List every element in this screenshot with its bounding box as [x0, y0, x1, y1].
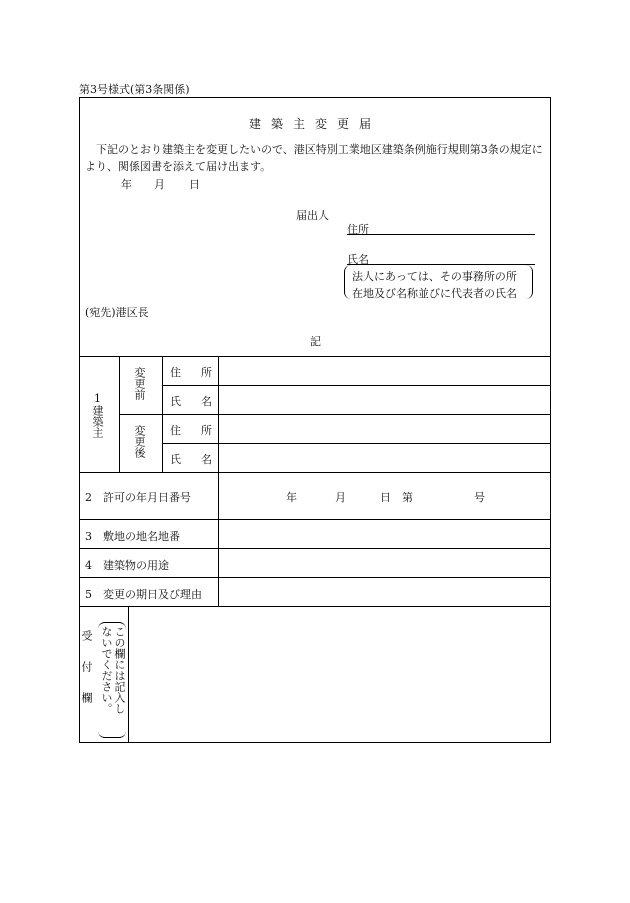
after-label: 変更後	[133, 425, 146, 458]
corporate-note-line-1: 法人にあっては、その事務所の所	[352, 270, 517, 283]
date-month-label: 月	[154, 178, 165, 191]
line-row2-bottom	[79, 519, 551, 520]
line-before-mid	[162, 385, 551, 386]
applicant-address-line[interactable]	[347, 234, 535, 235]
vline-reception	[128, 606, 129, 743]
ki-label: 記	[310, 335, 321, 348]
row2-month: 月	[335, 491, 346, 504]
row3-label: 3 敷地の地名地番	[85, 530, 180, 543]
line-row3-bottom	[79, 548, 551, 549]
table-top-line	[79, 356, 551, 357]
applicant-label: 届出人	[296, 209, 329, 222]
section1-label: 1建築主	[91, 392, 104, 438]
before-name-label: 氏名	[170, 395, 232, 408]
row2-label: 2 許可の年月日番号	[85, 491, 191, 504]
after-address-label: 住所	[170, 424, 232, 437]
form-title: 建築主変更届	[248, 117, 381, 131]
row2-year: 年	[286, 491, 297, 504]
applicant-name-label: 氏名	[347, 253, 369, 266]
row2-go: 号	[474, 491, 485, 504]
form-number-label: 第3号様式(第3条関係)	[79, 83, 190, 96]
row2-dai: 第	[402, 491, 413, 504]
vline-section1-a	[119, 356, 120, 472]
line-row4-bottom	[79, 577, 551, 578]
addressee-label: (宛先)港区長	[85, 306, 149, 319]
line-after-mid	[162, 443, 551, 444]
after-name-label: 氏名	[170, 453, 232, 466]
reception-label: 受付欄	[80, 630, 93, 723]
line-section1-bottom	[79, 472, 551, 473]
vline-section1-b	[162, 356, 163, 472]
before-label: 変更前	[133, 367, 146, 400]
line-row5-bottom	[79, 606, 551, 607]
corporate-note-line-2: 在地及び名称並びに代表者の氏名	[352, 287, 517, 300]
date-day-label: 日	[189, 178, 200, 191]
applicant-address-label: 住所	[347, 223, 369, 236]
row4-label: 4 建築物の用途	[85, 559, 169, 572]
reception-note-line-1: この欄には記入し	[113, 626, 126, 714]
row2-day: 日	[380, 491, 391, 504]
line-before-after	[119, 414, 551, 415]
date-year-label: 年	[121, 178, 132, 191]
reception-note-line-2: ないでください。	[100, 626, 113, 714]
intro-text: 下記のとおり建築主を変更したいので、港区特別工業地区建築条例施行規則第3条の規定により、関係図書を添えて届け出ます。	[85, 143, 543, 173]
row5-label: 5 変更の期日及び理由	[85, 588, 202, 601]
before-address-label: 住所	[170, 366, 232, 379]
form-frame	[79, 97, 551, 743]
